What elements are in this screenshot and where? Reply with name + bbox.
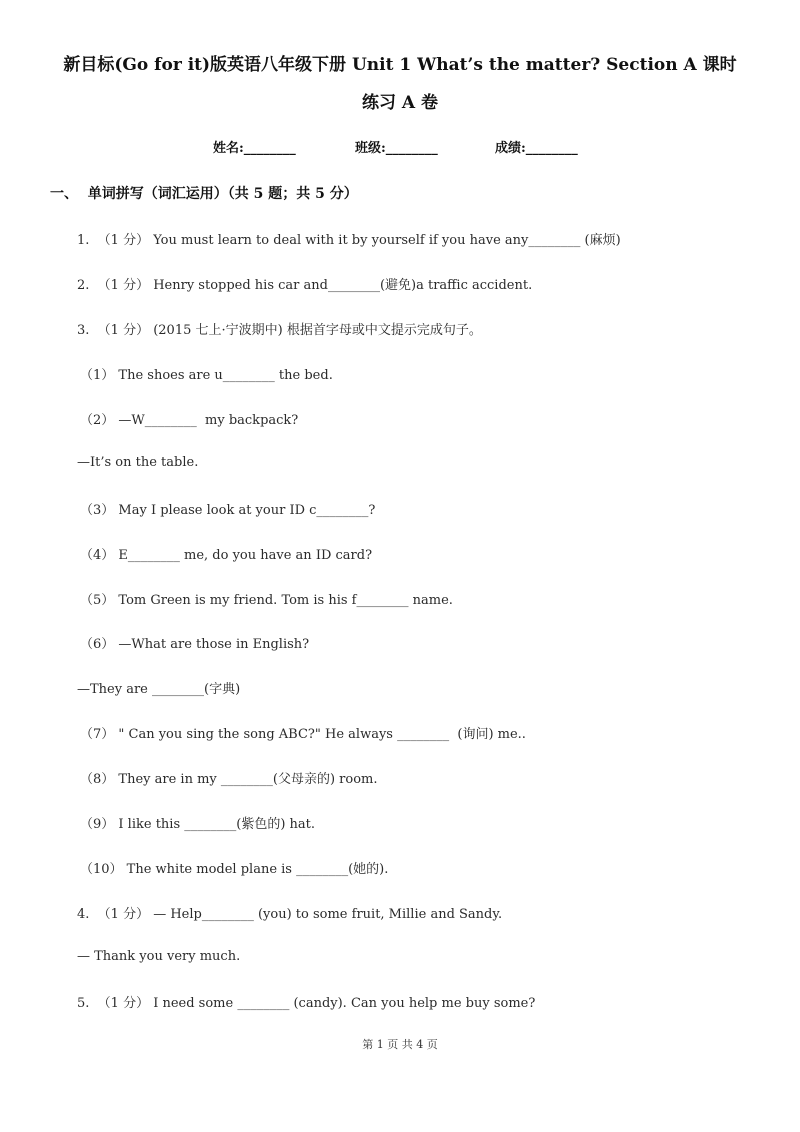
page-footer: 第 1 页 共 4 页 (362, 1038, 438, 1051)
question-3-6: （6） —What are those in English? (80, 637, 310, 652)
question-3-5: （5） Tom Green is my friend. Tom is his f________ name. (80, 593, 453, 608)
question-3-2-answer: —It’s on the table. (77, 455, 199, 470)
question-3: 3. （1 分） (2015 七上·宁波期中) 根据首字母或中文提示完成句子。 (77, 323, 482, 338)
question-3-8: （8） They are in my ________(父母亲的) room. (80, 772, 378, 787)
name-field: 姓名:________ (213, 141, 296, 156)
class-field: 班级:________ (355, 141, 438, 156)
question-3-10: （10） The white model plane is ________(她的). (80, 862, 389, 877)
page-title-line1: 新目标(Go for it)版英语八年级下册 Unit 1 What’s the matter? Section A 课时 (63, 55, 737, 75)
question-5: 5. （1 分） I need some ________ (candy). Can you help me buy some? (77, 996, 536, 1011)
section-heading: 一、 单词拼写（词汇运用）（共 5 题；共 5 分） (50, 186, 358, 202)
page-title-line2: 练习 A 卷 (361, 93, 439, 113)
question-2: 2. （1 分） Henry stopped his car and________(避免)a traffic accident. (77, 278, 533, 293)
question-3-1: （1） The shoes are u________ the bed. (80, 368, 333, 383)
question-4-answer: — Thank you very much. (77, 949, 241, 964)
question-3-9: （9） I like this ________(紫色的) hat. (80, 817, 316, 832)
score-field: 成绩:________ (495, 141, 578, 156)
question-1: 1. （1 分） You must learn to deal with it by yourself if you have any________ (麻烦) (77, 233, 621, 248)
question-3-3: （3） May I please look at your ID c________? (80, 503, 376, 518)
question-3-4: （4） E________ me, do you have an ID card? (80, 548, 373, 563)
question-3-7: （7） " Can you sing the song ABC?" He always ________ (询问) me.. (80, 727, 526, 742)
question-3-6-answer: —They are ________(字典) (77, 682, 241, 697)
question-3-2: （2） —W________ my backpack? (80, 413, 299, 428)
question-4: 4. （1 分） — Help________ (you) to some fruit, Millie and Sandy. (77, 907, 503, 922)
